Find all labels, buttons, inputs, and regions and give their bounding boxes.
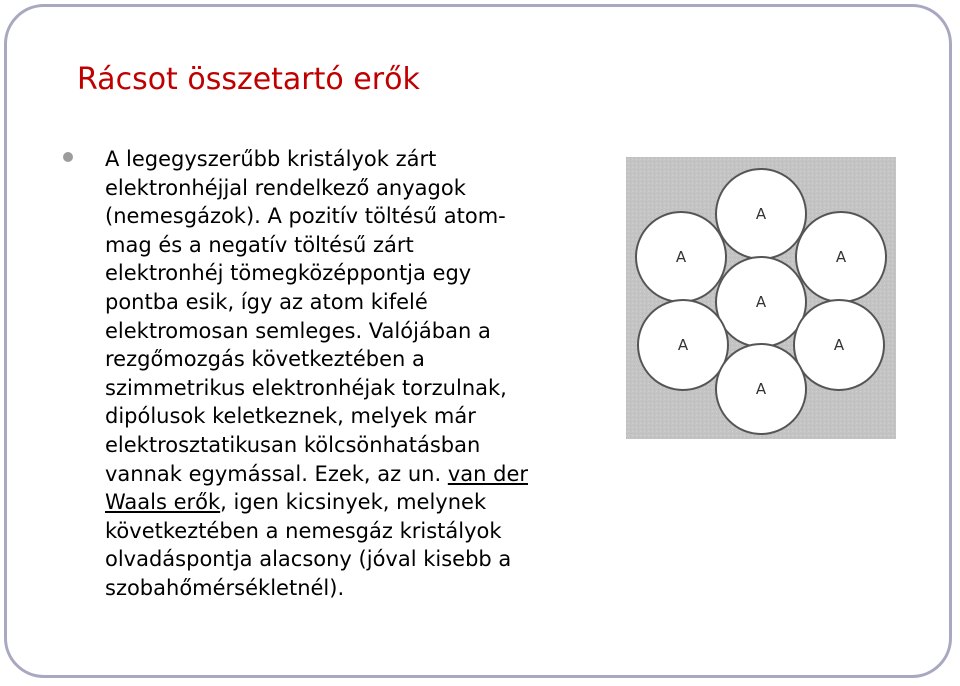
body-line: elektronhéjjal rendelkező anyagok: [105, 175, 466, 200]
atom-packing-diagram: [626, 157, 896, 439]
body-line: olvadáspontja alacsony (jóval kisebb a: [105, 547, 512, 572]
slide-title: Rácsot összetartó erők: [77, 62, 420, 97]
body-line: mag és a negatív töltésű zárt: [105, 232, 414, 257]
body-line: következtében a nemesgáz kristályok: [105, 518, 502, 543]
atom-label: A: [755, 205, 767, 223]
body-line: [105, 488, 605, 517]
atom-label: A: [755, 380, 767, 398]
body-line: elektronhéj tömegközéppontja egy: [105, 261, 472, 286]
body-line: szobahőmérsékletnél).: [105, 575, 345, 600]
atom-label: A: [833, 336, 845, 354]
body-line: szimmetrikus elektronhéjak torzulnak,: [105, 375, 507, 400]
body-line: pontba esik, így az atom kifelé: [105, 289, 428, 314]
body-line: dipólusok keletkeznek, melyek már: [105, 404, 476, 429]
body-line: rezgőmozgás következtében a: [105, 347, 425, 372]
body-line: [105, 460, 605, 489]
atom-packing-figure: [626, 157, 896, 439]
body-text-segment: vannak egymással. Ezek, az un.: [105, 461, 448, 486]
body-text-segment: , igen kicsinyek, melynek: [220, 490, 487, 515]
atom-label: A: [835, 248, 847, 266]
atom-label: A: [755, 293, 767, 311]
body-line: (nemesgázok). A pozitív töltésű atom-: [105, 204, 506, 229]
bullet-icon: [63, 152, 73, 162]
van-der-waals-link[interactable]: Waals erők: [105, 490, 221, 515]
van-der-waals-link[interactable]: van der: [447, 461, 528, 486]
body-line: elektromosan semleges. Valójában a: [105, 318, 491, 343]
atom-label: A: [675, 248, 687, 266]
body-paragraph: [105, 145, 605, 603]
atom-label: A: [677, 336, 689, 354]
body-line: A legegyszerűbb kristályok zárt: [105, 147, 437, 171]
body-line: elektrosztatikusan kölcsönhatásban: [105, 432, 481, 457]
